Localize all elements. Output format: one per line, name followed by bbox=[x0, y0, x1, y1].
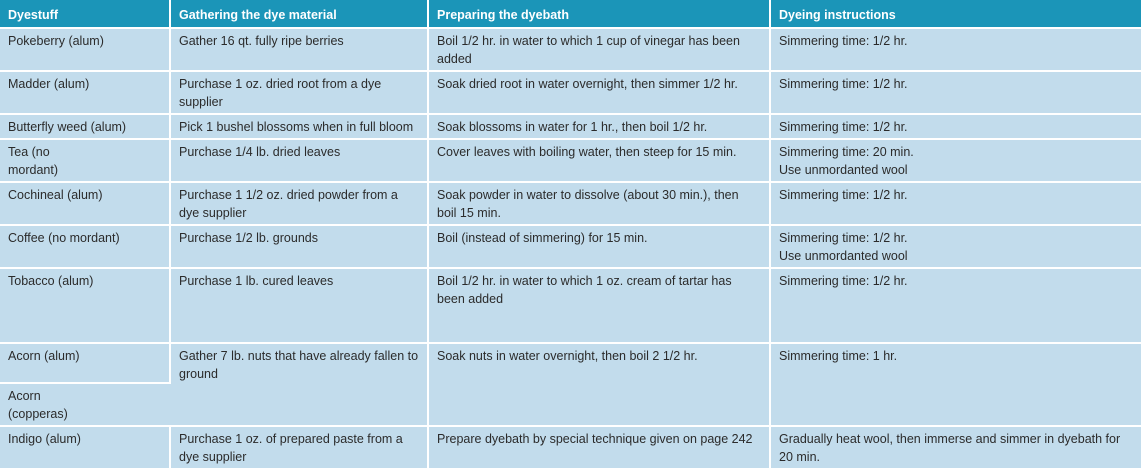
dyestuff-cell: Coffee (no mordant) bbox=[0, 225, 170, 268]
dyestuff-text: Acorn (copperas) bbox=[8, 389, 68, 421]
preparing-cell: Soak powder in water to dissolve (about 30 min.), then boil 15 min. bbox=[428, 182, 770, 225]
instructions-cell: Simmering time: 1/2 hr. bbox=[770, 114, 1141, 139]
gathering-cell: Purchase 1/2 lb. grounds bbox=[170, 225, 428, 268]
gathering-cell: Pick 1 bushel blossoms when in full bloom bbox=[170, 114, 428, 139]
table-row bbox=[0, 268, 1141, 343]
instructions-cell: Simmering time: 1/2 hr. bbox=[770, 268, 1141, 343]
instructions-cell: Gradually heat wool, then immerse and simmer in dyebath for 20 min. bbox=[770, 426, 1141, 469]
preparing-cell: Boil 1/2 hr. in water to which 1 cup of vinegar has been added bbox=[428, 28, 770, 71]
dyestuff-cell: Pokeberry (alum) bbox=[0, 28, 170, 71]
table-row bbox=[0, 71, 1141, 114]
column-header-instructions: Dyeing instructions bbox=[770, 0, 1141, 28]
instructions-cell bbox=[770, 139, 1141, 182]
dyestuff-cell bbox=[0, 383, 170, 426]
dyestuff-cell: Indigo (alum) bbox=[0, 426, 170, 469]
preparing-cell: Boil 1/2 hr. in water to which 1 oz. cream of tartar has been added bbox=[428, 268, 770, 343]
gathering-cell: Purchase 1/4 lb. dried leaves bbox=[170, 139, 428, 182]
dyestuff-cell: Acorn (alum) bbox=[0, 343, 170, 383]
instructions-cell: Simmering time: 1 hr. bbox=[770, 343, 1141, 426]
gathering-cell: Purchase 1 oz. of prepared paste from a dye supplier bbox=[170, 426, 428, 469]
preparing-cell: Boil (instead of simmering) for 15 min. bbox=[428, 225, 770, 268]
preparing-cell: Soak nuts in water overnight, then boil 2 1/2 hr. bbox=[428, 343, 770, 426]
instructions-note: Use unmordanted wool bbox=[779, 163, 908, 177]
dyestuff-cell: Madder (alum) bbox=[0, 71, 170, 114]
table-row bbox=[0, 114, 1141, 139]
instructions-text: Simmering time: 20 min. bbox=[779, 145, 914, 159]
column-header-gathering: Gathering the dye material bbox=[170, 0, 428, 28]
dyestuff-cell: Butterfly weed (alum) bbox=[0, 114, 170, 139]
preparing-cell: Soak dried root in water overnight, then simmer 1/2 hr. bbox=[428, 71, 770, 114]
preparing-cell: Cover leaves with boiling water, then steep for 15 min. bbox=[428, 139, 770, 182]
table-row bbox=[0, 225, 1141, 268]
gathering-cell: Purchase 1 lb. cured leaves bbox=[170, 268, 428, 343]
table-row bbox=[0, 28, 1141, 71]
dyestuff-cell: Cochineal (alum) bbox=[0, 182, 170, 225]
table-header-row bbox=[0, 0, 1141, 28]
column-header-dyestuff: Dyestuff bbox=[0, 0, 170, 28]
instructions-cell: Simmering time: 1/2 hr. bbox=[770, 28, 1141, 71]
gathering-cell: Gather 7 lb. nuts that have already fallen to ground bbox=[170, 343, 428, 426]
table-row bbox=[0, 182, 1141, 225]
column-header-preparing: Preparing the dyebath bbox=[428, 0, 770, 28]
table-row bbox=[0, 343, 1141, 383]
instructions-text: Simmering time: 1/2 hr. Use unmordanted wool bbox=[779, 231, 908, 263]
table-row bbox=[0, 426, 1141, 469]
gathering-cell: Purchase 1 1/2 oz. dried powder from a dye supplier bbox=[170, 182, 428, 225]
preparing-cell: Soak blossoms in water for 1 hr., then boil 1/2 hr. bbox=[428, 114, 770, 139]
dyestuff-cell: Tobacco (alum) bbox=[0, 268, 170, 343]
preparing-cell: Prepare dyebath by special technique given on page 242 bbox=[428, 426, 770, 469]
instructions-cell: Simmering time: 1/2 hr. bbox=[770, 182, 1141, 225]
table-row bbox=[0, 139, 1141, 182]
gathering-cell: Gather 16 qt. fully ripe berries bbox=[170, 28, 428, 71]
instructions-cell: Simmering time: 1/2 hr. bbox=[770, 71, 1141, 114]
gathering-cell: Purchase 1 oz. dried root from a dye supplier bbox=[170, 71, 428, 114]
dyestuff-cell bbox=[0, 139, 170, 182]
dyestuff-text: Tea (no mordant) bbox=[8, 145, 59, 177]
instructions-cell bbox=[770, 225, 1141, 268]
